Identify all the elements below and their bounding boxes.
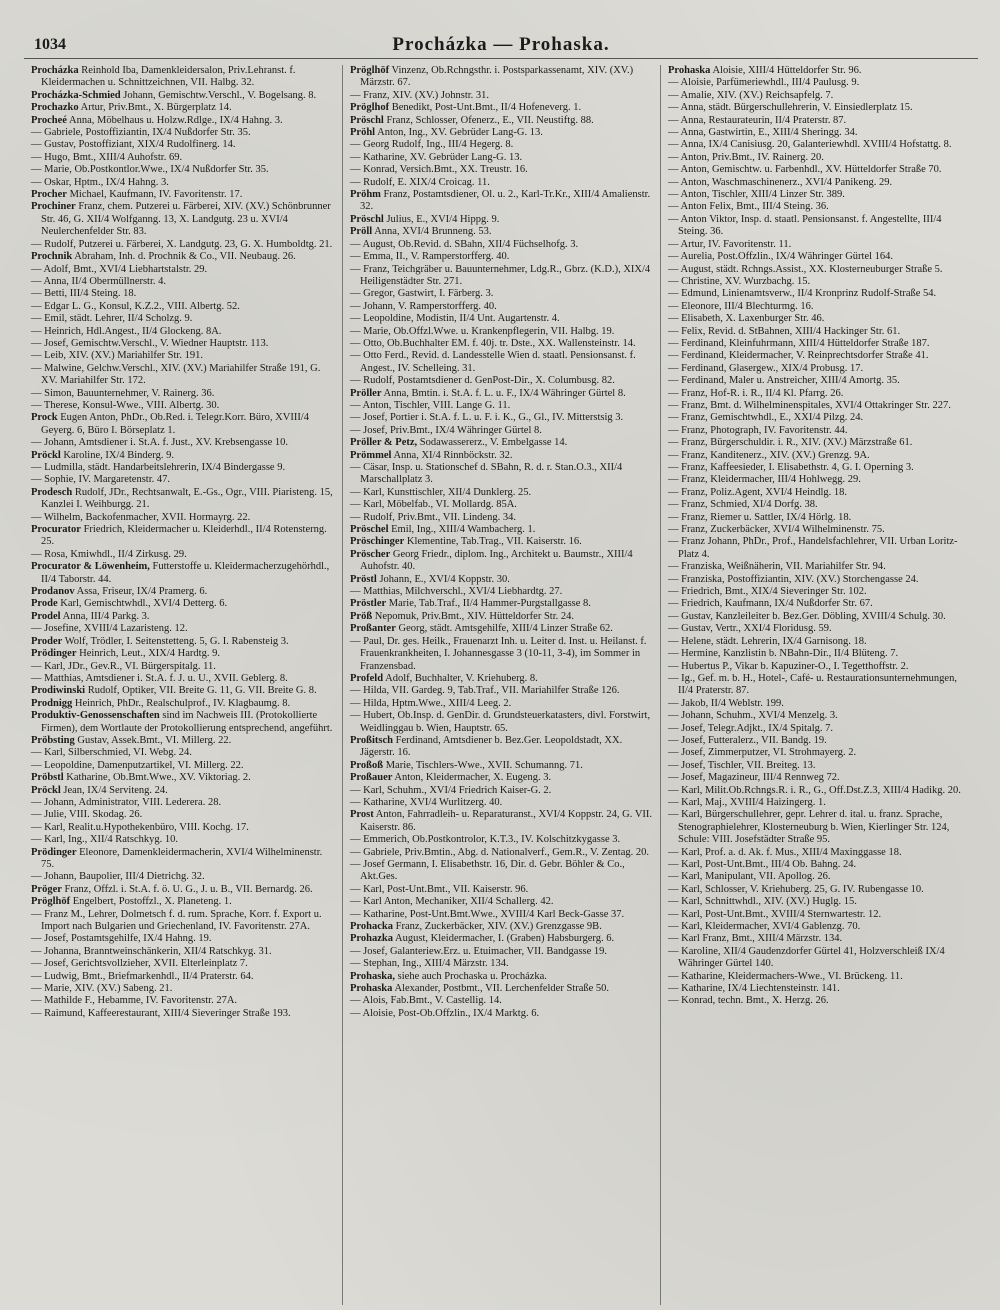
directory-entry: Prodesch Rudolf, JDr., Rechtsanwalt, E.-Gs., Ogr., VIII. Piaristeng. 15, Kanzlei I. Weihburgg. 21. (31, 486, 333, 511)
directory-entry: — Katharine, XVI/4 Wurlitzerg. 40. (350, 796, 503, 808)
directory-entry: — Anton Viktor, Insp. d. staatl. Pensionsanst. f. Angestellte, III/4 Steing. 36. (668, 213, 942, 238)
directory-entry: — Johann, Amtsdiener i. St.A. f. Just., XV. Krebsengasse 10. (31, 437, 289, 449)
directory-entry: — Julie, VIII. Skodag. 26. (31, 809, 143, 821)
directory-entry: — Josef, Zimmerputzer, VI. Strohmayerg. 2. (668, 747, 857, 759)
directory-entry: Pröller & Petz, Sodawassererz., V. Embelgasse 14. (350, 437, 568, 449)
directory-entry: — Rosa, Kmiwhdl., II/4 Zirkusg. 29. (31, 548, 187, 560)
entry-columns (24, 65, 978, 1305)
directory-entry: Prödinger Eleonore, Damenkleidermacherin, XVI/4 Wilhelminenstr. 75. (31, 846, 323, 870)
directory-entry: — Stephan, Ing., XIII/4 Märzstr. 134. (350, 958, 509, 970)
directory-entry: — Karl, Maj., XVIII/4 Haizingerg. 1. (668, 796, 826, 808)
directory-entry: Prock Eugen Anton, PhDr., Ob.Red. i. Telegr.Korr. Büro, XVIII/4 Geyerg. 6, Büro I. Börseplatz 1. (31, 412, 309, 436)
directory-entry: — Josef, Tischler, VII. Breiteg. 13. (668, 759, 816, 771)
directory-entry: — Adolf, Bmt., XVI/4 Liebhartstalstr. 29. (31, 263, 208, 275)
column-right (660, 65, 978, 1305)
directory-entry: Prohaska, siehe auch Prochaska u. Procházka. (350, 970, 547, 982)
directory-entry: Procheé Anna, Möbelhaus u. Holzw.Rdlge., IX/4 Hahng. 3. (31, 114, 283, 126)
directory-entry: — Eleonore, III/4 Blechturmg. 16. (668, 300, 814, 312)
directory-entry: — Mathilde F., Hebamme, IV. Favoritenstr. 27A. (31, 995, 238, 1007)
directory-entry: — Franz, Hof-R. i. R., II/4 Kl. Pfarrg. 26. (668, 387, 844, 399)
directory-entry: — Franziska, Postoffiziantin, XIV. (XV.) Storchengasse 24. (668, 573, 919, 585)
directory-entry: — Ferdinand, Glasergew., XIX/4 Probusg. 17. (668, 362, 864, 374)
directory-entry: — Josef, Priv.Bmt., IX/4 Währinger Gürtel 8. (350, 424, 542, 436)
directory-entry: — Aloisie, Post-Ob.Offzlin., IX/4 Marktg. 6. (350, 1007, 540, 1019)
directory-entry: Prohaska Alexander, Postbmt., VII. Lerchenfelder Straße 50. (350, 983, 610, 995)
directory-entry: — Karl, Post-Unt.Bmt., VII. Kaiserstr. 96. (350, 883, 529, 895)
directory-entry: — Cäsar, Insp. u. Stationschef d. SBahn, R. d. r. Stan.O.3., XII/4 Marschallplatz 3. (350, 462, 623, 486)
directory-entry: — Karl, JDr., Gev.R., VI. Bürgerspitalg. 11. (31, 660, 216, 672)
directory-entry: — Emil, städt. Lehrer, II/4 Scholzg. 9. (31, 313, 193, 325)
directory-entry: — Rudolf, Putzerei u. Färberei, X. Landgutg. 23, G. X. Humboldtg. 21. (31, 238, 333, 250)
directory-entry: — Leib, XIV. (XV.) Mariahilfer Str. 191. (31, 350, 203, 362)
directory-entry: — Otto Ferd., Revid. d. Landesstelle Wien d. staatl. Pensionsanst. f. Angest., IV. Schelleing. 31. (350, 350, 636, 374)
directory-entry: Procher Michael, Kaufmann, IV. Favoritenstr. 17. (31, 189, 243, 201)
directory-entry: — Franz, Kanditenerz., XIV. (XV.) Grenzg. 9A. (668, 449, 870, 461)
directory-entry: — Anna, Restaurateurin, II/4 Praterstr. 87. (668, 114, 847, 126)
directory-entry: Pröscher Georg Friedr., diplom. Ing., Architekt u. Baumstr., XIII/4 Auhofstr. 40. (350, 548, 633, 573)
directory-entry: — Karl, Post-Unt.Bmt., XVIII/4 Sternwartestr. 12. (668, 908, 882, 920)
directory-entry: — Amalie, XIV. (XV.) Reichsapfelg. 7. (668, 89, 834, 101)
directory-entry: — Josef, Postamtsgehilfe, IX/4 Hahng. 19. (31, 933, 212, 945)
directory-entry: Produktiv-Genossenschaften sind im Nachweis III. (Protokollierte Firmen), dem Wortlaute der Protokollierung entsprechend, angeführt. (31, 710, 333, 734)
directory-entry: — Christine, XV. Wurzbachg. 15. (668, 275, 811, 287)
directory-entry: Prodnigg Heinrich, PhDr., Realschulprof., IV. Klagbaumg. 8. (31, 697, 291, 709)
directory-entry: — Franz, Teichgräber u. Bauunternehmer, Ldg.R., Gbrz. (K.D.), XIX/4 Heiligenstädter Str. 271. (350, 263, 651, 287)
directory-entry: Procházka-Schmied Johann, Gemischtw.Verschl., V. Bogelsang. 8. (31, 89, 317, 101)
directory-entry: — Josef, Portier i. St.A. f. L. u. F. i. K., G., Gl., IV. Mitterstsig 3. (350, 412, 624, 424)
directory-entry: — Ludmilla, städt. Handarbeitslehrerin, IX/4 Bindergasse 9. (31, 462, 286, 473)
directory-entry: — Leopoldine, Damenputzartikel, VI. Millerg. 22. (31, 759, 244, 771)
directory-entry: Pröhl Anton, Ing., XV. Gebrüder Lang-G. 13. (350, 127, 543, 139)
directory-entry: — Anton, Waschmaschinenerz., XVI/4 Panikeng. 29. (668, 176, 893, 188)
directory-entry: — Artur, IV. Favoritenstr. 11. (668, 238, 792, 250)
directory-entry: — Rudolf, Postamtsdiener d. GenPost-Dir., X. Columbusg. 82. (350, 375, 615, 387)
directory-entry: Prochnik Abraham, Inh. d. Prochnik & Co., VII. Neubaug. 26. (31, 251, 296, 263)
column-middle (342, 65, 660, 1305)
directory-entry: — Karl, Realit.u.Hypothekenbüro, VIII. Kochg. 17. (31, 821, 249, 833)
directory-entry: — Alois, Fab.Bmt., V. Castellig. 14. (350, 995, 502, 1007)
directory-entry: — Rudolf, Priv.Bmt., VII. Lindeng. 34. (350, 511, 516, 523)
directory-entry: — Ig., Gef. m. b. H., Hotel-, Café- u. Restaurationsunternehmungen, II/4 Praterstr. 87. (668, 672, 957, 697)
directory-entry: — Johann, Schuhm., XVI/4 Menzelg. 3. (668, 710, 838, 722)
directory-entry: — Karl, Prof. a. d. Ak. f. Mus., XIII/4 Maxinggasse 18. (668, 846, 902, 858)
directory-entry: — Gustav, Postoffiziant, XIX/4 Rudolfinerg. 14. (31, 139, 236, 151)
directory-entry: — Josef, Futteralerz., VII. Bandg. 19. (668, 734, 827, 746)
directory-entry: — Anton, Gemischtw. u. Farbenhdl., XV. Hütteldorfer Straße 70. (668, 164, 942, 176)
directory-entry: — Konrad, Versich.Bmt., XX. Treustr. 16. (350, 164, 528, 176)
directory-entry: — Ludwig, Bmt., Briefmarkenhdl., II/4 Praterstr. 64. (31, 970, 254, 982)
directory-entry: — Anton Felix, Bmt., III/4 Steing. 36. (668, 201, 829, 213)
directory-entry: Pröß Nepomuk, Priv.Bmt., XIV. Hütteldorfer Str. 24. (350, 610, 574, 622)
directory-entry: — Hilda, Hptm.Wwe., XIII/4 Leeg. 2. (350, 697, 512, 709)
directory-entry: — Felix, Revid. d. StBahnen, XIII/4 Hackinger Str. 61. (668, 325, 901, 337)
directory-entry: — Jakob, II/4 Weblstr. 199. (668, 697, 784, 709)
directory-entry: Proßauer Anton, Kleidermacher, X. Eugeng. 3. (350, 772, 552, 784)
directory-entry: — Paul, Dr. ges. Heilk., Frauenarzt Inh. u. Leiter d. Inst. u. Heilanst. f. Frauenkrankheiten, I. Johannesgasse 3 (10-11, 3-4), im Sommer in Franzensbad. (350, 635, 647, 672)
directory-entry: — Franz, XIV. (XV.) Johnstr. 31. (350, 89, 490, 101)
directory-entry: — Marie, Ob.Postkontlor.Wwe., IX/4 Nußdorfer Str. 35. (31, 164, 269, 176)
directory-entry: — Emma, II., V. Ramperstorfferg. 40. (350, 251, 510, 263)
directory-entry: — Karoline, XII/4 Gaudenzdorfer Gürtel 41, Holzverschleiß IX/4 Währinger Gürtel 140. (668, 945, 945, 970)
directory-entry: — Heinrich, Hdl.Angest., II/4 Glockeng. 8A. (31, 325, 222, 337)
directory-entry: — Katharine, XV. Gebrüder Lang-G. 13. (350, 151, 523, 163)
directory-entry: Pröschl Julius, E., XVI/4 Hippg. 9. (350, 213, 500, 225)
directory-entry: — Karl, Schlosser, V. Kriehuberg. 25, G. IV. Rubengasse 10. (668, 883, 924, 895)
directory-entry: — Edgar L. G., Konsul, K.Z.2., VIII. Albertg. 52. (31, 300, 240, 312)
directory-entry: — Franz, Schmied, XI/4 Dorfg. 38. (668, 499, 818, 511)
directory-entry: Prochazko Artur, Priv.Bmt., X. Bürgerplatz 14. (31, 102, 232, 114)
directory-entry: — Konrad, techn. Bmt., X. Herzg. 26. (668, 995, 829, 1007)
directory-entry: — Leopoldine, Modistin, II/4 Unt. Augartenstr. 4. (350, 313, 560, 325)
directory-entry: Pröckl Karoline, IX/4 Binderg. 9. (31, 449, 174, 461)
directory-entry: — Anton, Tischler, XIII/4 Linzer Str. 389. (668, 189, 845, 201)
directory-entry: Pröckl Jean, IX/4 Serviteng. 24. (31, 784, 168, 796)
directory-entry: — Hermine, Kanzlistin b. NBahn-Dir., II/4 Blüteng. 7. (668, 648, 899, 660)
directory-entry: — Anna, II/4 Obermüllnerstr. 4. (31, 275, 167, 287)
directory-entry: Prode Karl, Gemischtwhdl., XVI/4 Detterg. 6. (31, 598, 228, 610)
directory-entry: Pröstl Johann, E., XVI/4 Koppstr. 30. (350, 573, 510, 585)
directory-entry: Proßanter Georg, städt. Amtsgehilfe, XIII/4 Linzer Straße 62. (350, 623, 613, 635)
directory-entry: — August, städt. Rchngs.Assist., XX. Klosterneuburger Straße 5. (668, 263, 943, 275)
directory-entry: — Franz Johann, PhDr., Prof., Handelsfachlehrer, VII. Urban Loritz-Platz 4. (668, 536, 958, 560)
directory-entry: — Karl, Bürgerschullehrer, gepr. Lehrer d. ital. u. franz. Sprache, Stenographielehrer, Klosterneuburg b. Wien, Kierlinger Str. 124, Schule: VIII. Josefstädter Straße 95. (668, 809, 950, 846)
directory-entry: — Hilda, VII. Gardeg. 9, Tab.Traf., VII. Mariahilfer Straße 126. (350, 685, 620, 697)
directory-entry: — Therese, Konsul-Wwe., VIII. Albertg. 30. (31, 399, 220, 411)
directory-entry: — Raimund, Kaffeerestaurant, XIII/4 Sieveringer Straße 193. (31, 1007, 291, 1019)
directory-entry: — Josef Germann, I. Elisabethstr. 16, Dir. d. Gebr. Böhler & Co., Akt.Ges. (350, 859, 625, 883)
directory-entry: — Hubert, Ob.Insp. d. GenDir. d. Grundsteuerkatasters, divl. Forstwirt, Weidlinggau b. Wien, Hauptstr. 65. (350, 710, 651, 734)
directory-entry: Pröglhöf Engelbert, Postoffzl., X. Planeteng. 1. (31, 896, 232, 908)
directory-entry: — Karl, Schnittwhdl., XIV. (XV.) Huglg. 15. (668, 896, 857, 908)
directory-entry: — Karl, Kunsttischler, XII/4 Dunklerg. 25. (350, 486, 532, 498)
directory-entry: Prohacka Franz, Zuckerbäcker, XIV. (XV.) Grenzgasse 9B. (350, 921, 602, 933)
directory-entry: Prödinger Heinrich, Leut., XIX/4 Hardtg. 9. (31, 648, 220, 660)
directory-entry: — Franz M., Lehrer, Dolmetsch f. d. rum. Sprache, Korr. f. Export u. Import nach Bulgarien und Griechenland, IV. Favoritenstr. 27A. (31, 908, 322, 933)
directory-entry: — Josef, Magazineur, III/4 Rennweg 72. (668, 772, 840, 784)
directory-entry: — Matthias, Amtsdiener i. St.A. f. J. u. U., XVII. Geblerg. 8. (31, 672, 288, 684)
directory-entry: Prochiner Franz, chem. Putzerei u. Färberei, XIV. (XV.) Schönbrunner Str. 46, G. XII/4 Wolfganng. 13, X. Landgutg. 23 u. XVI/4 Neulerchenfelder Str. 83. (31, 201, 331, 238)
directory-entry: — Gabriele, Priv.Bmtin., Abg. d. Nationalverf., Gem.R., V. Zentag. 20. (350, 846, 650, 858)
directory-entry: — Johann, Administrator, VIII. Lederera. 28. (31, 796, 222, 808)
directory-entry: Procházka Reinhold Iba, Damenkleidersalon, Priv.Lehranst. f. Kleidermachen u. Schnittzeichnen, VII. Halbg. 32. (31, 65, 296, 89)
directory-entry: — Franz, Bmt. d. Wilhelminenspitales, XVI/4 Ottakringer Str. 227. (668, 399, 951, 411)
directory-entry: Prohazka August, Kleidermacher, I. (Graben) Habsburgerg. 6. (350, 933, 615, 945)
directory-entry: — Elisabeth, X. Laxenburger Str. 46. (668, 313, 825, 325)
directory-entry: — Franz, Riemer u. Sattler, IX/4 Hörlg. 18. (668, 511, 852, 523)
directory-entry: — Karl, Kleidermacher, XVI/4 Gablenzg. 70. (668, 921, 861, 933)
directory-entry: — Anna, Gastwirtin, E., XIII/4 Sheringg. 34. (668, 127, 858, 139)
directory-entry: — Gregor, Gastwirt, I. Färberg. 3. (350, 288, 494, 300)
directory-entry: — Hubertus P., Vikar b. Kapuziner-O., I. Tegetthoffstr. 2. (668, 660, 909, 672)
directory-entry: — Gustav, Kanzleileiter b. Bez.Ger. Döbling, XVIII/4 Schulg. 30. (668, 610, 946, 622)
directory-entry: Profeld Adolf, Buchhalter, V. Kriehuberg. 8. (350, 672, 538, 684)
column-left (24, 65, 342, 1305)
directory-entry: — Ferdinand, Maler u. Anstreicher, XIII/4 Amortg. 35. (668, 375, 900, 387)
directory-entry: — Ferdinand, Kleinfuhrmann, XIII/4 Hütteldorfer Straße 187. (668, 337, 930, 349)
directory-entry: Pröbsting Gustav, Assek.Bmt., VI. Millerg. 22. (31, 734, 232, 746)
directory-entry: — Gustav, Vertr., XXI/4 Floridusg. 59. (668, 623, 832, 635)
directory-entry: Pröschl Franz, Schlosser, Ofenerz., E., VII. Neustiftg. 88. (350, 114, 594, 126)
directory-entry: — Anna, IX/4 Canisiusg. 20, Galanteriewhdl. XVIII/4 Hofstattg. 8. (668, 139, 952, 151)
directory-entry: — Karl, Schuhm., XVI/4 Friedrich Kaiser-G. 2. (350, 784, 552, 796)
directory-entry: — Karl, Post-Unt.Bmt., III/4 Ob. Bahng. 24. (668, 859, 857, 870)
directory-entry: — Karl Anton, Mechaniker, XII/4 Schallerg. 42. (350, 896, 554, 908)
directory-entry: — Anton, Tischler, VIII. Lange G. 11. (350, 399, 511, 411)
directory-entry: — Georg Rudolf, Ing., III/4 Hegerg. 8. (350, 139, 514, 151)
directory-entry: Pröhm Franz, Postamtsdiener, Ol. u. 2., Karl-Tr.Kr., XIII/4 Amalienstr. 32. (350, 189, 651, 213)
directory-entry: — Friedrich, Bmt., XIX/4 Sieveringer Str. 102. (668, 586, 867, 598)
directory-entry: Proder Wolf, Trödler, I. Seitenstetteng. 5, G. I. Rabensteig 3. (31, 635, 289, 647)
directory-entry: Pröschel Emil, Ing., XIII/4 Wambacherg. 1. (350, 524, 536, 536)
directory-entry: — Malwine, Gelchw.Verschl., XIV. (XV.) Mariahilfer Straße 191, G. XV. Mariahilfer Str. 172. (31, 362, 321, 387)
directory-entry: — Marie, XIV. (XV.) Sabeng. 21. (31, 983, 173, 995)
directory-entry: — Emmerich, Ob.Postkontrolor, K.T.3., IV. Kolschitzkygasse 3. (350, 834, 621, 846)
directory-entry: — Johann, V. Ramperstorfferg. 40. (350, 300, 497, 312)
directory-entry: — Aloisie, Parfümeriewhdl., III/4 Paulusg. 9. (668, 77, 860, 89)
directory-entry: Pröger Franz, Offzl. i. St.A. f. ö. U. G., J. u. B., VII. Bernardg. 26. (31, 883, 313, 895)
directory-entry: Prömmel Anna, XI/4 Rinnböckstr. 32. (350, 449, 513, 461)
directory-entry: — Anton, Priv.Bmt., IV. Rainerg. 20. (668, 151, 824, 163)
directory-entry: — Simon, Bauunternehmer, V. Rainerg. 36. (31, 387, 215, 399)
directory-entry: Prodel Anna, III/4 Parkg. 3. (31, 610, 150, 622)
directory-entry: — Franz, Photograph, IV. Favoritenstr. 44. (668, 424, 848, 436)
directory-entry: — Gabriele, Postoffiziantin, IX/4 Nußdorfer Str. 35. (31, 127, 251, 139)
directory-entry: — Josef, Telegr.Adjkt., IX/4 Spitalg. 7. (668, 722, 834, 734)
directory-entry: — Franz, Bürgerschuldir. i. R., XIV. (XV.) Märzstraße 61. (668, 437, 913, 449)
directory-entry: Prodanov Assa, Friseur, IX/4 Pramerg. 6. (31, 586, 208, 598)
directory-entry: — Karl, Ing., XII/4 Ratschkyg. 10. (31, 834, 178, 846)
directory-entry: — Karl Franz, Bmt., XIII/4 Märzstr. 134. (668, 933, 843, 945)
directory-entry: Pröbstl Katharine, Ob.Bmt.Wwe., XV. Viktoriag. 2. (31, 772, 251, 784)
directory-entry: — Josef, Galanteriew.Erz. u. Etuimacher, VII. Bandgasse 19. (350, 945, 608, 957)
directory-entry: — Ferdinand, Kleidermacher, V. Reinprechtsdorfer Straße 41. (668, 350, 929, 362)
directory-entry: Pröglhöf Vinzenz, Ob.Rchngsthr. i. Postsparkassenamt, XIV. (XV.) Märzstr. 67. (350, 65, 634, 89)
directory-entry: — Sophie, IV. Margaretenstr. 47. (31, 474, 171, 486)
directory-entry: — Franz, Poliz.Agent, XVI/4 Heindlg. 18. (668, 486, 848, 498)
directory-entry: — Matthias, Milchverschl., XVI/4 Liebhardtg. 27. (350, 586, 563, 598)
directory-entry: — Johann, Baupolier, III/4 Dietrichg. 32. (31, 871, 205, 883)
directory-entry: — August, Ob.Revid. d. SBahn, XII/4 Füchselhofg. 3. (350, 238, 579, 250)
directory-entry: Pröll Anna, XVI/4 Brunneng. 53. (350, 226, 492, 238)
directory-entry: — Karl, Silberschmied, VI. Webg. 24. (31, 747, 192, 759)
directory-entry: — Katharine, IX/4 Liechtensteinstr. 141. (668, 983, 840, 995)
directory-entry: — Wilhelm, Backofenmacher, XVII. Hormayrg. 22. (31, 511, 251, 523)
directory-entry: — Franziska, Weißnäherin, VII. Mariahilfer Str. 94. (668, 561, 886, 573)
directory-entry: — Karl, Möbelfab., VI. Mollardg. 85A. (350, 499, 517, 511)
directory-entry: Prost Anton, Fahrradleih- u. Reparaturanst., XVI/4 Koppstr. 24, G. VII. Kaiserstr. 86. (350, 809, 653, 833)
directory-entry: — Franz, Zuckerbäcker, XVI/4 Wilhelminenstr. 75. (668, 524, 885, 536)
directory-entry: — Josefine, XVIII/4 Lazaristeng. 12. (31, 623, 188, 635)
directory-entry: Procurator & Löwenheim, Futterstoffe u. Kleidermacherzugehörhdl., II/4 Taborstr. 44. (31, 561, 330, 585)
directory-entry: — Betti, III/4 Steing. 18. (31, 288, 137, 300)
directory-entry: — Oskar, Hptm., IX/4 Hahng. 3. (31, 176, 169, 188)
directory-entry: Prodiwinski Rudolf, Optiker, VII. Breite G. 11, G. VII. Breite G. 8. (31, 685, 317, 697)
directory-entry: Proßoß Marie, Tischlers-Wwe., XVII. Schumanng. 71. (350, 759, 583, 771)
directory-entry: — Helene, städt. Lehrerin, IX/4 Garnisong. 18. (668, 635, 867, 647)
directory-entry: — Karl, Manipulant, VII. Apollog. 26. (668, 871, 831, 883)
directory-entry: Pröschinger Klementine, Tab.Trag., VII. Kaiserstr. 16. (350, 536, 582, 548)
directory-entry: — Anna, städt. Bürgerschullehrerin, V. Einsiedlerplatz 15. (668, 102, 913, 114)
directory-entry: — Karl, Milit.Ob.Rchngs.R. i. R., G., Off.Dst.Z.3, XIII/4 Hadikg. 20. (668, 784, 961, 796)
directory-entry: — Katharine, Post-Unt.Bmt.Wwe., XVIII/4 Karl Beck-Gasse 37. (350, 908, 625, 920)
directory-entry: — Aurelia, Post.Offzlin., IX/4 Währinger Gürtel 164. (668, 251, 894, 263)
directory-entry: — Friedrich, Kaufmann, IX/4 Nußdorfer Str. 67. (668, 598, 873, 610)
page-header (24, 30, 978, 59)
directory-entry: — Franz, Gemischtwhdl., E., XXI/4 Pilzg. 24. (668, 412, 864, 424)
directory-entry: Procurator Friedrich, Kleidermacher u. Kleiderhdl., II/4 Rotensterng. 25. (31, 524, 327, 548)
page-number: 1034 (34, 36, 66, 53)
directory-entry: Prohaska Aloisie, XIII/4 Hütteldorfer Str. 96. (668, 65, 862, 76)
directory-entry: — Franz, Kaffeesieder, I. Elisabethstr. 4, G. I. Operning 3. (668, 462, 914, 473)
directory-entry: — Rudolf, E. XIX/4 Croicag. 11. (350, 176, 490, 188)
running-title: Procházka — Prohaska. (392, 34, 610, 55)
directory-entry: — Hugo, Bmt., XIII/4 Auhofstr. 69. (31, 151, 183, 163)
directory-entry: — Josef, Gerichtsvollzieher, XVII. Elterleinplatz 7. (31, 958, 248, 970)
directory-entry: — Otto, Ob.Buchhalter EM. f. 40j. tr. Dste., XX. Wallensteinstr. 14. (350, 337, 636, 349)
directory-entry: — Katharine, Kleidermachers-Wwe., VI. Brückeng. 11. (668, 970, 903, 982)
directory-entry: — Josef, Gemischtw.Verschl., V. Wiedner Hauptstr. 113. (31, 337, 269, 349)
directory-entry: Pröstler Marie, Tab.Traf., II/4 Hammer-Purgstallgasse 8. (350, 598, 591, 610)
directory-entry: Proßitsch Ferdinand, Amtsdiener b. Bez.Ger. Leopoldstadt, XX. Jägerstr. 16. (350, 734, 623, 759)
directory-entry: — Marie, Ob.Offzl.Wwe. u. Krankenpflegerin, VII. Halbg. 19. (350, 325, 615, 337)
directory-entry: — Franz, Kleidermacher, III/4 Hohlwegg. 29. (668, 474, 861, 486)
directory-entry: — Johanna, Branntweinschänkerin, XII/4 Ratschkyg. 31. (31, 945, 272, 957)
directory-entry: Pröller Anna, Bmtin. i. St.A. f. L. u. F., IX/4 Währinger Gürtel 8. (350, 387, 626, 399)
directory-entry: Pröglhof Benedikt, Post-Unt.Bmt., II/4 Hofeneverg. 1. (350, 102, 582, 114)
directory-entry: — Edmund, Linienamtsverw., II/4 Kronprinz Rudolf-Straße 54. (668, 288, 937, 300)
